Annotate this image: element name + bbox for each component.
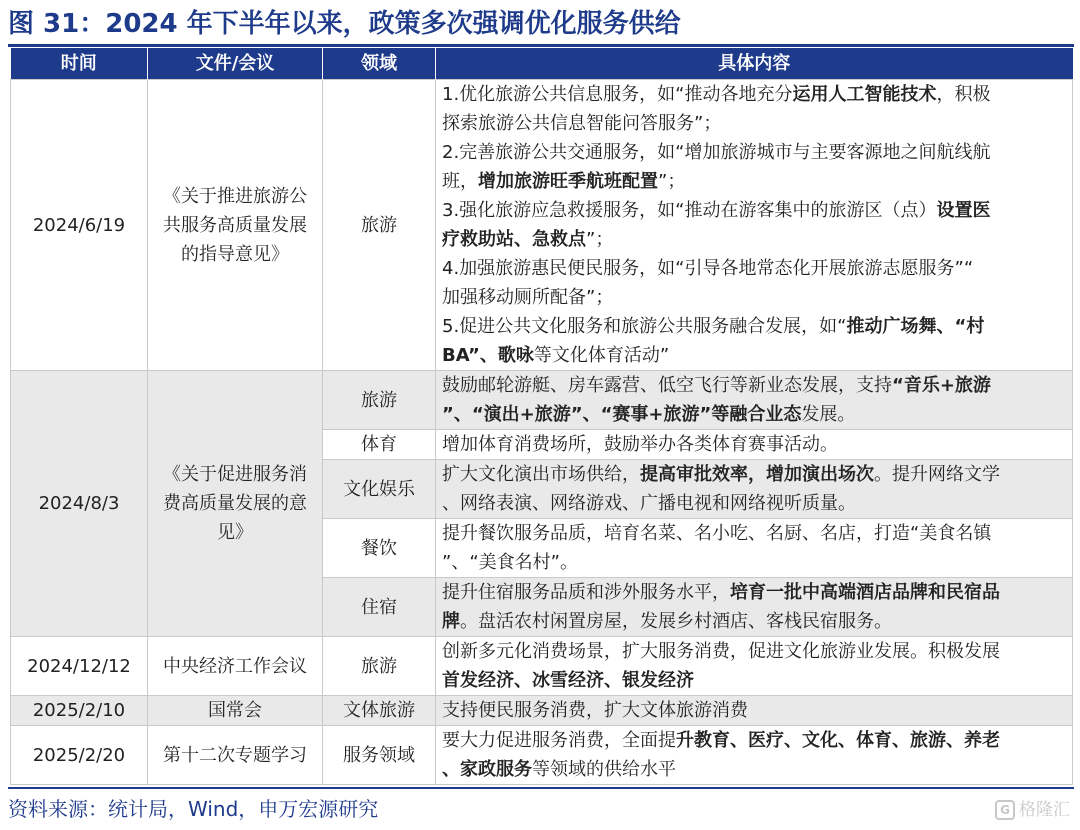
content-line: ”、“美食名村”。 (442, 552, 578, 573)
table-row (11, 726, 1073, 785)
field-cell: 旅游 (323, 80, 436, 371)
content-line: 、家政服务等领域的供给水平 (442, 759, 676, 780)
content-cell (436, 637, 1073, 696)
field-cell: 旅游 (323, 371, 436, 430)
content-line: 支持便民服务消费，扩大文体旅游消费 (442, 700, 748, 721)
table-row (11, 371, 1073, 430)
document-cell (148, 371, 323, 637)
content-line: 要大力促进服务消费，全面提升教育、医疗、文化、体育、旅游、养老 (442, 730, 1000, 751)
header-document: 文件/会议 (148, 48, 323, 80)
watermark (995, 798, 1070, 822)
date-cell: 2025/2/10 (11, 696, 148, 726)
document-cell: 国常会 (148, 696, 323, 726)
content-line: 、网络表演、网络游戏、广播电视和网络视听质量。 (442, 493, 856, 514)
document-cell: 中央经济工作会议 (148, 637, 323, 696)
content-line: 疗救助站、急救点”； (442, 229, 614, 250)
figure-title: 图 31：2024 年下半年以来，政策多次强调优化服务供给 (8, 9, 681, 39)
document-line: 的指导意见》 (181, 243, 289, 265)
content-line: 加强移动厕所配备”； (442, 287, 614, 308)
content-line: 5.促进公共文化服务和旅游公共服务融合发展，如“推动广场舞、“村 (442, 316, 985, 337)
table-row (11, 696, 1073, 726)
document-line: 见》 (217, 522, 253, 543)
content-line: 班，增加旅游旺季航班配置”； (442, 171, 686, 192)
content-cell (436, 519, 1073, 578)
content-cell (436, 696, 1073, 726)
content-line: 2.完善旅游公共交通服务，如“增加旅游城市与主要客源地之间航线航 (442, 142, 991, 163)
field-cell: 住宿 (323, 578, 436, 637)
content-line: 首发经济、冰雪经济、银发经济 (442, 670, 694, 691)
field-cell: 文体旅游 (323, 696, 436, 726)
content-line: 增加体育消费场所，鼓励举办各类体育赛事活动。 (442, 434, 838, 455)
content-line: 探索旅游公共信息智能问答服务”； (442, 113, 722, 134)
content-line: BA”、歌咏等文化体育活动” (442, 345, 670, 366)
document-line: 共服务高质量发展 (163, 214, 307, 236)
content-cell (436, 726, 1073, 785)
content-line: 4.加强旅游惠民便民服务，如“引导各地常态化开展旅游志愿服务”“ (442, 258, 974, 279)
date-cell: 2024/6/19 (11, 80, 148, 371)
field-cell: 体育 (323, 430, 436, 460)
document-line: 费高质量发展的意 (163, 493, 307, 514)
document-line: 《关于促进服务消 (163, 464, 307, 485)
content-line: ”、“演出+旅游”、“赛事+旅游”等融合业态发展。 (442, 404, 856, 425)
content-cell (436, 371, 1073, 430)
policy-table (10, 48, 1073, 785)
table-row (11, 80, 1073, 371)
content-cell (436, 80, 1073, 371)
header-time: 时间 (11, 48, 148, 80)
bottom-divider (8, 787, 1074, 789)
document-cell: 第十二次专题学习 (148, 726, 323, 785)
title-divider (8, 44, 1074, 47)
table-row (11, 637, 1073, 696)
content-line: 鼓励邮轮游艇、房车露营、低空飞行等新业态发展，支持“音乐+旅游 (442, 375, 991, 396)
document-cell (148, 80, 323, 371)
content-cell (436, 578, 1073, 637)
field-cell: 文化娱乐 (323, 460, 436, 519)
content-line: 提升餐饮服务品质，培育名菜、名小吃、名厨、名店，打造“美食名镇 (442, 523, 992, 544)
content-line: 提升住宿服务品质和涉外服务水平，培育一批中高端酒店品牌和民宿品 (442, 582, 1000, 603)
content-line: 扩大文化演出市场供给，提高审批效率，增加演出场次。提升网络文学 (442, 464, 1000, 485)
content-line: 创新多元化消费场景，扩大服务消费，促进文化旅游业发展。积极发展 (442, 641, 1000, 662)
table-header-row (11, 48, 1073, 80)
watermark-text: 格隆汇 (1019, 800, 1070, 820)
content-line: 3.强化旅游应急救援服务，如“推动在游客集中的旅游区（点）设置医 (442, 200, 991, 221)
source-note: 资料来源：统计局，Wind，申万宏源研究 (8, 797, 379, 821)
watermark-logo-icon: G (995, 800, 1015, 820)
document-line: 《关于推进旅游公 (163, 185, 307, 207)
field-cell: 服务领域 (323, 726, 436, 785)
date-cell: 2024/8/3 (11, 371, 148, 637)
header-content: 具体内容 (436, 48, 1073, 80)
field-cell: 餐饮 (323, 519, 436, 578)
content-line: 牌。盘活农村闲置房屋，发展乡村酒店、客栈民宿服务。 (442, 611, 892, 632)
date-cell: 2025/2/20 (11, 726, 148, 785)
date-cell: 2024/12/12 (11, 637, 148, 696)
content-cell (436, 460, 1073, 519)
content-cell (436, 430, 1073, 460)
header-field: 领域 (323, 48, 436, 80)
field-cell: 旅游 (323, 637, 436, 696)
content-line: 1.优化旅游公共信息服务，如“推动各地充分运用人工智能技术，积极 (442, 84, 991, 105)
